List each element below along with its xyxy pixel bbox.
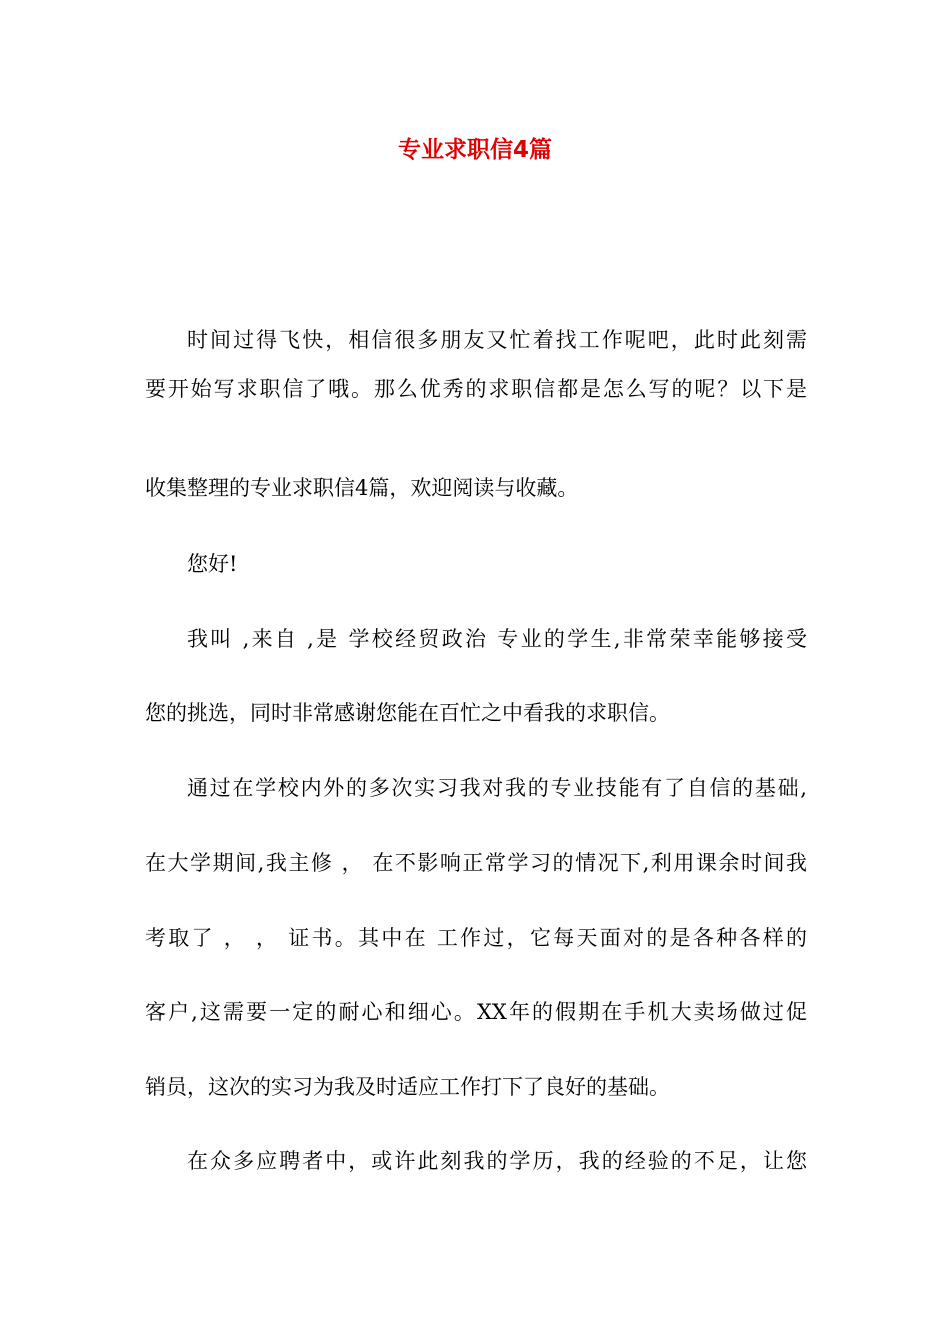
- paragraph-line: 通过在学校内外的多次实习我对我的专业技能有了自信的基础,: [187, 776, 807, 800]
- paragraph-line: 我叫 ,来自 ,是 学校经贸政治 专业的学生,非常荣幸能够接受: [187, 627, 807, 651]
- paragraph-line: 销员，这次的实习为我及时适应工作打下了良好的基础。: [145, 1075, 670, 1099]
- paragraph-line: 您的挑选，同时非常感谢您能在百忙之中看我的求职信。: [145, 701, 670, 725]
- paragraph-line: 在众多应聘者中，或许此刻我的学历，我的经验的不足，让您: [187, 1149, 807, 1173]
- paragraph-line: 收集整理的专业求职信4篇，欢迎阅读与收藏。: [145, 476, 579, 500]
- greeting-line: 您好!: [187, 552, 238, 576]
- paragraph-line: 客户,这需要一定的耐心和细心。XX年的假期在手机大卖场做过促: [145, 1000, 807, 1024]
- document-title: 专业求职信4篇: [397, 137, 552, 163]
- paragraph-line: 要开始写求职信了哦。那么优秀的求职信都是怎么写的呢？以下是: [145, 377, 807, 401]
- paragraph-line: 时间过得飞快，相信很多朋友又忙着找工作呢吧，此时此刻需: [187, 328, 807, 352]
- paragraph-line: 在大学期间,我主修 ， 在不影响正常学习的情况下,利用课余时间我: [145, 851, 807, 875]
- paragraph-line: 考取了 ， ， 证书。其中在 工作过，它每天面对的是各种各样的: [145, 926, 807, 950]
